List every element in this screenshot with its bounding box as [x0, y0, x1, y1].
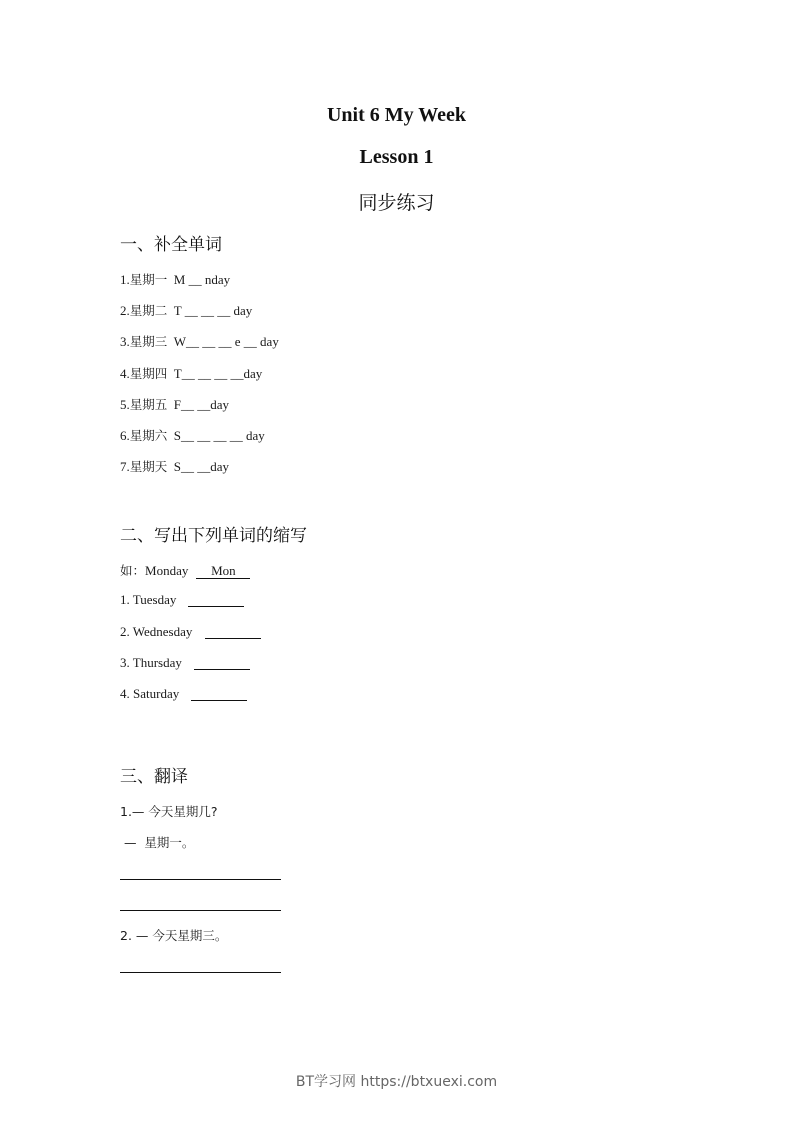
translation-q2-line1: 2. — 今天星期三。 [120, 928, 228, 943]
abbreviation-item-1 [120, 592, 176, 608]
item-label: 2. Wednesday [120, 624, 193, 639]
abbreviation-item-2 [120, 624, 192, 640]
section2-heading: 二、写出下列单词的缩写 [120, 526, 307, 546]
lesson-title: Lesson 1 [359, 146, 434, 168]
item-pattern[interactable]: S__ __ __ __ day [173, 428, 265, 443]
example-prefix: 如： [120, 563, 146, 578]
item-label: 4. Saturday [120, 686, 180, 701]
abbreviation-item-3 [120, 655, 182, 671]
exercise-subtitle: 同步练习 [358, 192, 435, 214]
item-number: 3. [120, 334, 130, 349]
abbreviation-example [120, 561, 250, 579]
example-answer: Mon [196, 564, 250, 579]
item-pattern[interactable]: T __ __ __ day [173, 303, 253, 318]
item-number: 5. [120, 397, 130, 412]
answer-blank-4[interactable] [191, 688, 247, 701]
translation-answer-line-3[interactable] [120, 972, 281, 973]
translation-answer-line-1[interactable] [120, 879, 281, 880]
translation-answer-line-2[interactable] [120, 910, 281, 911]
item-chinese: 星期六 [129, 428, 168, 443]
item-pattern[interactable]: W__ __ __ e __ day [173, 334, 279, 349]
item-number: 6. [120, 428, 130, 443]
document-title: Unit 6 My Week [326, 104, 467, 126]
word-item-6 [120, 426, 265, 444]
footer-watermark: BT学习网 https://btxuexi.com [295, 1074, 498, 1090]
item-chinese: 星期天 [129, 459, 168, 474]
word-item-1 [120, 270, 230, 288]
abbreviation-item-4 [120, 686, 179, 702]
word-item-2 [120, 301, 252, 319]
item-chinese: 星期三 [129, 334, 168, 349]
item-number: 4. [120, 366, 130, 381]
section1-heading: 一、补全单词 [120, 235, 222, 255]
item-chinese: 星期四 [129, 366, 168, 381]
answer-blank-3[interactable] [194, 657, 250, 670]
word-item-7 [120, 457, 229, 475]
item-number: 1. [120, 272, 130, 287]
example-word: Monday [145, 563, 189, 578]
item-chinese: 星期二 [129, 303, 168, 318]
word-item-3 [120, 332, 279, 350]
translation-q1-line1: 1.— 今天星期几? [120, 804, 218, 819]
item-pattern[interactable]: S__ __day [173, 459, 230, 474]
item-pattern[interactable]: F__ __day [173, 397, 230, 412]
item-chinese: 星期一 [129, 272, 168, 287]
word-item-4 [120, 364, 262, 382]
item-number: 7. [120, 459, 130, 474]
translation-q1-line2: — 星期一。 [120, 835, 195, 850]
answer-blank-1[interactable] [188, 594, 244, 607]
answer-blank-2[interactable] [205, 626, 261, 639]
item-number: 2. [120, 303, 130, 318]
item-pattern[interactable]: M __ nday [173, 272, 231, 287]
item-pattern[interactable]: T__ __ __ __day [173, 366, 263, 381]
item-label: 3. Thursday [120, 655, 182, 670]
item-label: 1. Tuesday [120, 592, 177, 607]
item-chinese: 星期五 [129, 397, 168, 412]
section3-heading: 三、翻译 [120, 767, 188, 787]
word-item-5 [120, 395, 229, 413]
